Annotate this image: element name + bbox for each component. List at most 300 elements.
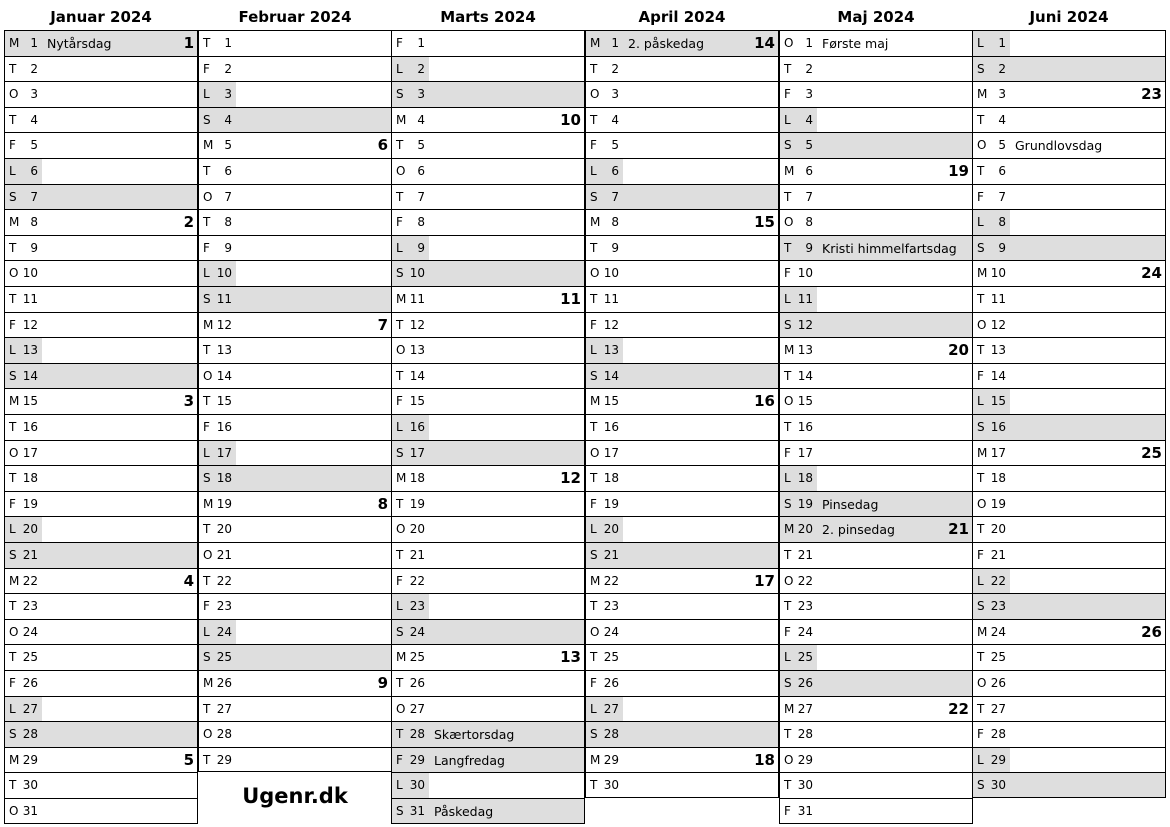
day-row — [972, 363, 1166, 389]
day-number: 20 — [797, 522, 813, 537]
weekday-letter: T — [203, 522, 211, 537]
day-row — [198, 465, 392, 491]
day-number: 29 — [990, 752, 1006, 767]
day-row — [391, 721, 585, 747]
day-number: 19 — [797, 496, 813, 511]
holiday-label: Nytårsdag — [47, 36, 112, 51]
weekday-letter: T — [203, 164, 211, 178]
weekday-letter: L — [203, 266, 210, 281]
day-number: 10 — [409, 266, 425, 281]
day-row — [198, 81, 392, 107]
weekday-letter: F — [977, 368, 984, 383]
day-row — [391, 670, 585, 696]
day-number: 9 — [30, 240, 38, 255]
day-number: 24 — [603, 624, 619, 639]
weekday-letter: O — [9, 804, 19, 818]
day-row — [391, 747, 585, 773]
day-number: 1 — [611, 36, 619, 50]
day-number: 2 — [805, 61, 813, 76]
weekday-letter: F — [784, 445, 791, 460]
day-number: 1 — [998, 36, 1006, 50]
weekday-letter: L — [9, 164, 16, 178]
day-number: 25 — [216, 650, 232, 665]
day-row — [585, 260, 779, 286]
day-number: 22 — [603, 573, 619, 588]
weekday-letter: M — [977, 87, 988, 102]
weekday-letter: O — [977, 496, 987, 511]
day-row — [779, 542, 973, 568]
day-number: 28 — [22, 727, 38, 742]
day-number: 7 — [30, 189, 38, 204]
weekday-letter: M — [590, 394, 601, 409]
day-number: 24 — [22, 624, 38, 639]
day-row — [198, 440, 392, 466]
day-row — [4, 721, 198, 747]
weekday-letter: L — [9, 343, 16, 358]
weekday-letter: L — [784, 292, 791, 306]
day-row — [198, 363, 392, 389]
weekday-letter: O — [784, 36, 794, 50]
week-number: 22 — [948, 699, 969, 718]
weekday-letter: S — [9, 548, 17, 562]
weekday-letter: T — [977, 292, 985, 306]
week-number: 25 — [1141, 443, 1162, 462]
weekday-letter: O — [590, 624, 600, 639]
weekday-letter: T — [9, 599, 17, 614]
weekday-letter: T — [590, 61, 598, 76]
day-number: 28 — [216, 727, 232, 742]
day-row — [198, 721, 392, 747]
day-number: 23 — [216, 599, 232, 614]
weekday-letter: S — [203, 292, 211, 306]
day-number: 5 — [611, 138, 619, 153]
day-number: 18 — [797, 471, 813, 486]
day-row — [972, 81, 1166, 107]
day-number: 15 — [22, 394, 38, 409]
day-row — [391, 56, 585, 82]
day-number: 8 — [224, 215, 232, 230]
day-number: 31 — [409, 804, 425, 818]
weekday-letter: L — [977, 36, 984, 50]
day-number: 10 — [990, 266, 1006, 281]
weekday-letter: T — [784, 420, 792, 434]
weekday-letter: L — [784, 112, 791, 127]
weekday-letter: S — [784, 317, 792, 332]
day-number: 23 — [409, 599, 425, 614]
day-number: 22 — [797, 573, 813, 588]
weekday-letter: F — [203, 240, 210, 255]
day-number: 3 — [611, 87, 619, 102]
weekday-letter: F — [977, 189, 984, 204]
weekday-letter: L — [784, 471, 791, 486]
day-row — [4, 696, 198, 722]
weekday-letter: T — [203, 394, 211, 409]
day-row — [585, 516, 779, 542]
weekday-letter: O — [396, 522, 406, 537]
day-number: 2 — [998, 61, 1006, 76]
day-number: 22 — [216, 573, 232, 588]
weekday-letter: O — [9, 445, 19, 460]
weekday-letter: L — [203, 624, 210, 639]
day-row — [972, 312, 1166, 338]
day-row — [4, 260, 198, 286]
weekday-letter: F — [396, 215, 403, 230]
day-row — [585, 235, 779, 261]
day-row — [585, 184, 779, 210]
weekday-letter: F — [203, 61, 210, 76]
day-number: 11 — [22, 292, 38, 306]
weekday-letter: M — [590, 36, 601, 50]
weekday-letter: O — [590, 87, 600, 102]
weekday-letter: S — [784, 676, 792, 690]
weekday-letter: S — [396, 445, 404, 460]
day-row — [779, 516, 973, 542]
week-number: 20 — [948, 341, 969, 360]
day-number: 21 — [22, 548, 38, 562]
week-number: 3 — [183, 392, 194, 411]
day-number: 15 — [216, 394, 232, 409]
day-number: 23 — [22, 599, 38, 614]
day-number: 29 — [603, 752, 619, 767]
weekday-letter: T — [590, 292, 598, 306]
day-row — [779, 107, 973, 133]
weekday-letter: S — [396, 624, 404, 639]
day-number: 5 — [998, 138, 1006, 153]
day-number: 10 — [22, 266, 38, 281]
day-number: 27 — [603, 701, 619, 716]
weekday-letter: T — [396, 317, 404, 332]
day-row — [585, 81, 779, 107]
weekday-letter: T — [203, 215, 211, 230]
day-number: 3 — [30, 87, 38, 102]
week-number: 10 — [560, 110, 581, 129]
weekday-letter: M — [9, 752, 20, 767]
day-row — [972, 516, 1166, 542]
day-number: 3 — [805, 87, 813, 102]
week-number: 11 — [560, 290, 581, 308]
day-number: 27 — [409, 701, 425, 716]
day-number: 11 — [603, 292, 619, 306]
day-number: 8 — [611, 215, 619, 230]
day-row — [779, 388, 973, 414]
day-number: 20 — [990, 522, 1006, 537]
day-row — [391, 696, 585, 722]
weekday-letter: O — [396, 164, 406, 178]
weekday-letter: O — [590, 266, 600, 281]
day-number: 21 — [603, 548, 619, 562]
day-number: 27 — [216, 701, 232, 716]
day-number: 30 — [409, 778, 425, 793]
day-number: 26 — [409, 676, 425, 690]
day-row — [4, 107, 198, 133]
weekday-letter: T — [203, 343, 211, 358]
day-row — [585, 721, 779, 747]
day-number: 24 — [990, 624, 1006, 639]
day-row — [972, 491, 1166, 517]
day-row — [4, 747, 198, 773]
day-number: 31 — [797, 804, 813, 818]
day-row — [391, 465, 585, 491]
weekday-letter: T — [590, 420, 598, 434]
week-number: 21 — [948, 520, 969, 539]
day-row — [585, 440, 779, 466]
week-number: 15 — [754, 213, 775, 232]
weekday-letter: T — [784, 599, 792, 614]
day-number: 19 — [409, 496, 425, 511]
weekday-letter: T — [9, 778, 17, 793]
day-number: 16 — [409, 420, 425, 434]
day-number: 6 — [805, 164, 813, 178]
day-row — [391, 772, 585, 798]
weekday-letter: O — [977, 676, 987, 690]
day-number: 20 — [216, 522, 232, 537]
day-row — [972, 56, 1166, 82]
weekday-letter: S — [203, 650, 211, 665]
month-title: Maj 2024 — [837, 8, 915, 26]
day-number: 11 — [990, 292, 1006, 306]
day-row — [972, 721, 1166, 747]
weekday-letter: T — [590, 650, 598, 665]
weekday-letter: L — [977, 394, 984, 409]
day-row — [198, 260, 392, 286]
day-number: 26 — [797, 676, 813, 690]
weekday-letter: O — [784, 752, 794, 767]
day-number: 18 — [216, 471, 232, 486]
day-row — [198, 593, 392, 619]
day-row — [4, 414, 198, 440]
day-number: 26 — [603, 676, 619, 690]
weekday-letter: L — [203, 445, 210, 460]
day-row — [4, 184, 198, 210]
day-row — [198, 388, 392, 414]
day-number: 7 — [224, 189, 232, 204]
day-number: 13 — [603, 343, 619, 358]
day-number: 25 — [409, 650, 425, 665]
day-number: 31 — [22, 804, 38, 818]
week-number: 14 — [754, 34, 775, 52]
holiday-label: Langfredag — [434, 752, 505, 768]
weekday-letter: S — [977, 420, 985, 434]
day-number: 30 — [603, 778, 619, 793]
holiday-label: Skærtorsdag — [434, 727, 515, 743]
weekday-letter: T — [590, 112, 598, 127]
week-number: 8 — [377, 494, 388, 513]
day-row — [198, 516, 392, 542]
day-row — [198, 337, 392, 363]
weekday-letter: T — [977, 343, 985, 358]
day-number: 10 — [216, 266, 232, 281]
day-number: 19 — [603, 496, 619, 511]
day-row — [391, 260, 585, 286]
weekday-letter: L — [9, 522, 16, 537]
week-number: 24 — [1141, 264, 1162, 283]
holiday-label: Kristi himmelfartsdag — [822, 240, 957, 256]
weekday-letter: F — [203, 420, 210, 434]
holiday-label: Grundlovsdag — [1015, 138, 1103, 154]
weekday-letter: S — [590, 548, 598, 562]
day-number: 24 — [409, 624, 425, 639]
day-number: 12 — [797, 317, 813, 332]
day-number: 14 — [216, 368, 232, 383]
day-row — [391, 337, 585, 363]
day-number: 3 — [417, 87, 425, 102]
day-number: 18 — [22, 471, 38, 486]
weekday-letter: M — [977, 266, 988, 281]
weekday-letter: T — [784, 778, 792, 793]
day-row — [391, 414, 585, 440]
day-row — [4, 337, 198, 363]
day-number: 9 — [417, 240, 425, 255]
day-row — [779, 209, 973, 235]
weekday-letter: T — [784, 240, 792, 255]
weekday-letter: T — [977, 164, 985, 178]
day-row — [779, 568, 973, 594]
day-number: 27 — [797, 701, 813, 716]
day-number: 7 — [998, 189, 1006, 204]
day-number: 4 — [417, 112, 425, 127]
weekday-letter: S — [203, 112, 211, 127]
weekday-letter: M — [977, 445, 988, 460]
week-number: 9 — [377, 674, 388, 692]
day-number: 17 — [22, 445, 38, 460]
day-number: 20 — [22, 522, 38, 537]
week-number: 12 — [560, 469, 581, 488]
day-row — [779, 184, 973, 210]
day-number: 14 — [603, 368, 619, 383]
day-number: 12 — [22, 317, 38, 332]
weekday-letter: L — [590, 522, 597, 537]
day-row — [4, 644, 198, 670]
day-row — [391, 312, 585, 338]
weekday-letter: T — [590, 471, 598, 486]
weekday-letter: M — [784, 343, 795, 358]
day-row — [4, 491, 198, 517]
day-number: 26 — [22, 676, 38, 690]
day-row — [4, 568, 198, 594]
day-number: 29 — [216, 752, 232, 767]
weekday-letter: T — [396, 138, 404, 153]
day-row — [198, 670, 392, 696]
day-row — [972, 593, 1166, 619]
day-number: 8 — [998, 215, 1006, 230]
day-number: 26 — [990, 676, 1006, 690]
weekday-letter: T — [590, 778, 598, 793]
weekday-letter: F — [396, 394, 403, 409]
day-row — [391, 542, 585, 568]
weekday-letter: T — [977, 112, 985, 127]
day-number: 21 — [409, 548, 425, 562]
day-row — [585, 465, 779, 491]
weekday-letter: M — [396, 292, 407, 306]
day-row — [198, 184, 392, 210]
weekday-letter: S — [203, 471, 211, 486]
day-number: 16 — [216, 420, 232, 434]
day-row — [585, 56, 779, 82]
day-number: 4 — [805, 112, 813, 127]
day-row — [198, 158, 392, 184]
day-row — [972, 388, 1166, 414]
day-row — [779, 158, 973, 184]
day-row — [391, 798, 585, 824]
day-row — [198, 696, 392, 722]
day-row — [4, 516, 198, 542]
day-row — [779, 644, 973, 670]
weekday-letter: L — [590, 343, 597, 358]
day-row — [779, 491, 973, 517]
weekday-letter: F — [590, 138, 597, 153]
weekday-letter: S — [396, 87, 404, 102]
day-row — [585, 30, 779, 56]
day-row — [779, 465, 973, 491]
day-row — [198, 30, 392, 56]
day-number: 15 — [990, 394, 1006, 409]
day-row — [198, 107, 392, 133]
day-number: 14 — [797, 368, 813, 383]
weekday-letter: F — [977, 727, 984, 742]
weekday-letter: F — [590, 676, 597, 690]
weekday-letter: S — [977, 778, 985, 793]
month-title: Januar 2024 — [50, 8, 152, 26]
weekday-letter: F — [977, 548, 984, 562]
day-number: 28 — [797, 727, 813, 742]
week-number: 4 — [183, 571, 194, 590]
weekday-letter: L — [396, 61, 403, 76]
day-row — [779, 414, 973, 440]
weekday-letter: S — [396, 804, 404, 818]
day-row — [391, 286, 585, 312]
weekday-letter: M — [203, 676, 214, 690]
weekday-letter: T — [9, 61, 17, 76]
day-row — [391, 440, 585, 466]
weekday-letter: T — [396, 368, 404, 383]
day-number: 21 — [216, 548, 232, 562]
day-number: 23 — [797, 599, 813, 614]
week-number: 23 — [1141, 85, 1162, 104]
weekday-letter: M — [9, 573, 20, 588]
day-number: 26 — [216, 676, 232, 690]
day-row — [585, 363, 779, 389]
day-row — [391, 235, 585, 261]
day-number: 9 — [611, 240, 619, 255]
day-row — [779, 337, 973, 363]
day-row — [198, 286, 392, 312]
holiday-label: Påskedag — [434, 804, 494, 819]
day-number: 25 — [603, 650, 619, 665]
day-row — [391, 184, 585, 210]
day-row — [391, 132, 585, 158]
day-number: 27 — [990, 701, 1006, 716]
day-number: 1 — [224, 36, 232, 50]
weekday-letter: T — [396, 548, 404, 562]
day-row — [4, 81, 198, 107]
day-number: 11 — [216, 292, 232, 306]
weekday-letter: T — [9, 292, 17, 306]
day-row — [391, 516, 585, 542]
day-row — [4, 209, 198, 235]
day-number: 19 — [216, 496, 232, 511]
weekday-letter: S — [396, 266, 404, 281]
day-row — [972, 107, 1166, 133]
day-number: 17 — [797, 445, 813, 460]
day-row — [391, 644, 585, 670]
day-row — [391, 363, 585, 389]
day-row — [4, 158, 198, 184]
day-number: 18 — [603, 471, 619, 486]
day-number: 8 — [805, 215, 813, 230]
day-row — [779, 30, 973, 56]
day-row — [4, 312, 198, 338]
day-row — [972, 465, 1166, 491]
